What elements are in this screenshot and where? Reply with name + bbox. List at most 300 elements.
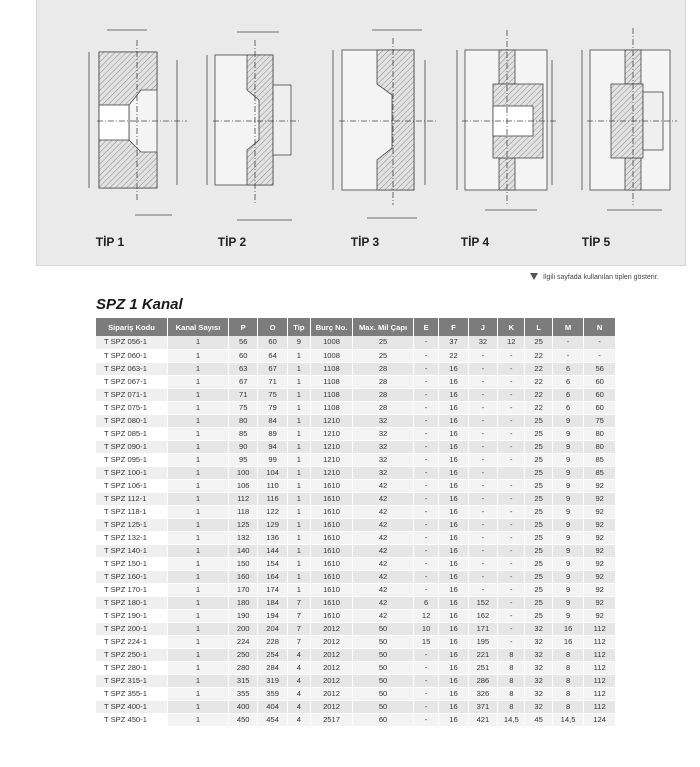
table-cell: 125 — [228, 518, 257, 531]
table-row — [96, 661, 616, 674]
table-cell: 15 — [414, 635, 439, 648]
table-cell: 1 — [287, 401, 310, 414]
table-cell: 450 — [228, 713, 257, 726]
order-code-cell: T SPZ 355-1 — [96, 687, 168, 700]
table-cell: - — [414, 375, 439, 388]
table-cell: 99 — [258, 453, 287, 466]
table-cell: 42 — [353, 583, 414, 596]
table-row — [96, 492, 616, 505]
table-cell: 25 — [525, 570, 552, 583]
table-cell: - — [414, 414, 439, 427]
table-cell: 8 — [552, 648, 584, 661]
table-cell: 4 — [287, 700, 310, 713]
table-cell: 1610 — [310, 531, 352, 544]
usage-note — [530, 273, 690, 281]
table-cell: 174 — [258, 583, 287, 596]
table-cell: 50 — [353, 635, 414, 648]
table-cell: 25 — [525, 336, 552, 349]
table-cell: 32 — [353, 427, 414, 440]
table-cell: - — [498, 557, 525, 570]
table-cell: 16 — [439, 518, 468, 531]
table-cell: 1 — [168, 622, 229, 635]
pulley-section-drawings — [37, 0, 687, 266]
table-cell: 42 — [353, 518, 414, 531]
table-cell: 60 — [584, 375, 616, 388]
table-cell: 1 — [287, 531, 310, 544]
table-cell: 8 — [552, 687, 584, 700]
table-cell: 16 — [439, 609, 468, 622]
table-cell: - — [498, 596, 525, 609]
table-cell: 1 — [168, 674, 229, 687]
table-cell: 154 — [258, 557, 287, 570]
column-header: Max. Mil Çapı — [353, 318, 414, 336]
table-cell: 359 — [258, 687, 287, 700]
table-cell: 16 — [439, 505, 468, 518]
table-cell: 71 — [228, 388, 257, 401]
table-cell: 1610 — [310, 544, 352, 557]
table-cell: 32 — [353, 453, 414, 466]
table-cell: 112 — [584, 687, 616, 700]
table-cell: - — [414, 700, 439, 713]
table-cell: 1 — [287, 466, 310, 479]
table-cell: - — [498, 544, 525, 557]
table-cell: 16 — [439, 713, 468, 726]
table-cell: 112 — [584, 622, 616, 635]
table-cell: 42 — [353, 557, 414, 570]
table-cell: - — [414, 401, 439, 414]
table-cell: 286 — [468, 674, 497, 687]
table-cell: 90 — [228, 440, 257, 453]
table-cell: 1 — [287, 492, 310, 505]
table-cell: 118 — [228, 505, 257, 518]
table-cell: 251 — [468, 661, 497, 674]
table-cell: 9 — [552, 492, 584, 505]
table-cell: - — [498, 479, 525, 492]
table-cell: 16 — [439, 414, 468, 427]
table-cell: 1008 — [310, 349, 352, 362]
table-cell: - — [414, 505, 439, 518]
table-cell: 16 — [439, 570, 468, 583]
table-cell: 1 — [168, 531, 229, 544]
table-cell: 16 — [552, 622, 584, 635]
table-cell: 1 — [287, 427, 310, 440]
table-cell: 194 — [258, 609, 287, 622]
table-cell: 112 — [584, 661, 616, 674]
table-cell: 400 — [228, 700, 257, 713]
table-cell: 42 — [353, 609, 414, 622]
table-cell: 25 — [353, 349, 414, 362]
table-cell: - — [498, 492, 525, 505]
table-cell: 1008 — [310, 336, 352, 349]
table-cell: 1 — [168, 414, 229, 427]
table-cell: - — [468, 570, 497, 583]
table-cell: 16 — [439, 700, 468, 713]
table-cell: 42 — [353, 505, 414, 518]
order-code-cell: T SPZ 085-1 — [96, 427, 168, 440]
table-cell: 63 — [228, 362, 257, 375]
section-title: SPZ 1 Kanal — [96, 296, 183, 313]
table-cell: 9 — [552, 596, 584, 609]
table-cell: 162 — [468, 609, 497, 622]
table-cell: 170 — [228, 583, 257, 596]
table-cell: - — [468, 401, 497, 414]
table-cell: 228 — [258, 635, 287, 648]
type-5-drawing — [582, 28, 677, 210]
table-row — [96, 362, 616, 375]
table-cell: 16 — [439, 544, 468, 557]
table-row — [96, 336, 616, 349]
table-cell: 9 — [552, 414, 584, 427]
order-code-cell: T SPZ 125-1 — [96, 518, 168, 531]
table-cell: - — [552, 349, 584, 362]
table-row — [96, 570, 616, 583]
table-cell: 10 — [414, 622, 439, 635]
table-cell: 1 — [168, 700, 229, 713]
table-cell: 32 — [525, 674, 552, 687]
table-cell: 355 — [228, 687, 257, 700]
table-cell: 1 — [287, 570, 310, 583]
table-cell: 16 — [439, 427, 468, 440]
table-cell: 28 — [353, 388, 414, 401]
table-cell: 404 — [258, 700, 287, 713]
table-cell: 1610 — [310, 557, 352, 570]
table-cell: 16 — [439, 401, 468, 414]
table-cell: 80 — [584, 427, 616, 440]
table-cell: 190 — [228, 609, 257, 622]
table-cell: 2012 — [310, 700, 352, 713]
table-cell: 8 — [552, 674, 584, 687]
table-cell: 1 — [168, 713, 229, 726]
table-cell: 9 — [552, 570, 584, 583]
table-cell: 16 — [439, 440, 468, 453]
table-cell: 25 — [525, 427, 552, 440]
table-cell: - — [468, 362, 497, 375]
order-code-cell: T SPZ 067-1 — [96, 375, 168, 388]
table-cell: 32 — [468, 336, 497, 349]
table-cell: 1 — [287, 557, 310, 570]
table-cell: 4 — [287, 713, 310, 726]
table-cell: 25 — [353, 336, 414, 349]
table-cell: - — [414, 713, 439, 726]
table-cell: 250 — [228, 648, 257, 661]
table-cell: 25 — [525, 544, 552, 557]
table-cell: 1 — [168, 583, 229, 596]
table-cell: 1 — [287, 375, 310, 388]
table-cell: 75 — [584, 414, 616, 427]
table-cell: 42 — [353, 596, 414, 609]
table-cell: - — [498, 440, 525, 453]
table-cell: 195 — [468, 635, 497, 648]
order-code-cell: T SPZ 106-1 — [96, 479, 168, 492]
table-row — [96, 453, 616, 466]
table-cell: - — [414, 687, 439, 700]
table-cell: 124 — [584, 713, 616, 726]
column-header: Sipariş Kodu — [96, 318, 168, 336]
table-row — [96, 479, 616, 492]
table-cell: 42 — [353, 531, 414, 544]
table-row — [96, 557, 616, 570]
table-cell: 1 — [168, 453, 229, 466]
table-cell: - — [584, 336, 616, 349]
table-cell: 45 — [525, 713, 552, 726]
table-cell: 79 — [258, 401, 287, 414]
table-cell: 85 — [228, 427, 257, 440]
table-cell: 32 — [525, 700, 552, 713]
table-cell: 184 — [258, 596, 287, 609]
table-cell: 8 — [552, 700, 584, 713]
table-cell: 1 — [168, 544, 229, 557]
table-cell: 8 — [552, 661, 584, 674]
table-cell: 1210 — [310, 414, 352, 427]
table-cell: 22 — [525, 375, 552, 388]
table-cell: 2012 — [310, 648, 352, 661]
table-cell: 1 — [168, 362, 229, 375]
table-cell: 9 — [552, 609, 584, 622]
table-cell: 16 — [439, 661, 468, 674]
table-cell: - — [584, 349, 616, 362]
table-cell: 200 — [228, 622, 257, 635]
order-code-cell: T SPZ 150-1 — [96, 557, 168, 570]
table-cell: 1 — [287, 505, 310, 518]
type-1-label: TİP 1 — [95, 235, 125, 249]
table-cell: - — [498, 622, 525, 635]
table-row — [96, 635, 616, 648]
table-cell: 32 — [525, 661, 552, 674]
table-cell: 84 — [258, 414, 287, 427]
table-cell: - — [468, 349, 497, 362]
type-2-label: TİP 2 — [217, 235, 247, 249]
column-header: N — [584, 318, 616, 336]
table-cell: - — [498, 375, 525, 388]
table-cell: 1610 — [310, 596, 352, 609]
table-cell: 12 — [414, 609, 439, 622]
table-cell: - — [498, 349, 525, 362]
table-cell: - — [468, 466, 497, 479]
column-header: Burç No. — [310, 318, 352, 336]
order-code-cell: T SPZ 075-1 — [96, 401, 168, 414]
table-cell: - — [414, 453, 439, 466]
table-cell: 25 — [525, 414, 552, 427]
table-cell: 1 — [168, 466, 229, 479]
table-cell: 129 — [258, 518, 287, 531]
table-cell: - — [498, 362, 525, 375]
order-code-cell: T SPZ 250-1 — [96, 648, 168, 661]
usage-note-text: İlgili sayfada kullanılan tipleri gösterir. — [543, 274, 659, 281]
table-cell: 1 — [168, 479, 229, 492]
table-cell: 25 — [525, 583, 552, 596]
order-code-cell: T SPZ 060-1 — [96, 349, 168, 362]
table-cell: 22 — [439, 349, 468, 362]
table-cell: 1 — [168, 570, 229, 583]
table-cell: 16 — [439, 596, 468, 609]
table-cell: 1610 — [310, 505, 352, 518]
table-cell: 1 — [168, 687, 229, 700]
table-row — [96, 349, 616, 362]
table-cell: - — [468, 557, 497, 570]
table-cell: 60 — [353, 713, 414, 726]
table-cell: - — [414, 427, 439, 440]
table-cell: 1210 — [310, 453, 352, 466]
order-code-cell: T SPZ 071-1 — [96, 388, 168, 401]
table-cell: 6 — [552, 375, 584, 388]
table-cell: 2012 — [310, 661, 352, 674]
table-cell: 16 — [439, 583, 468, 596]
table-cell: 32 — [353, 466, 414, 479]
table-cell: 25 — [525, 505, 552, 518]
table-cell: 9 — [287, 336, 310, 349]
table-cell: 221 — [468, 648, 497, 661]
table-cell: 1 — [287, 440, 310, 453]
order-code-cell: T SPZ 112-1 — [96, 492, 168, 505]
table-cell: - — [498, 531, 525, 544]
table-cell: 64 — [258, 349, 287, 362]
table-cell: 8 — [498, 648, 525, 661]
table-cell: 4 — [287, 648, 310, 661]
order-code-cell: T SPZ 140-1 — [96, 544, 168, 557]
table-cell: 1 — [168, 518, 229, 531]
order-code-cell: T SPZ 400-1 — [96, 700, 168, 713]
table-cell: - — [498, 388, 525, 401]
table-cell: 42 — [353, 479, 414, 492]
table-cell: 16 — [439, 622, 468, 635]
table-cell: 16 — [439, 648, 468, 661]
order-code-cell: T SPZ 170-1 — [96, 583, 168, 596]
table-cell: 2012 — [310, 635, 352, 648]
table-cell: 1 — [287, 583, 310, 596]
table-cell: 1 — [287, 479, 310, 492]
table-cell: 92 — [584, 479, 616, 492]
table-cell: - — [498, 453, 525, 466]
table-cell: - — [468, 388, 497, 401]
table-cell: 60 — [584, 401, 616, 414]
table-row — [96, 466, 616, 479]
table-cell: 2012 — [310, 674, 352, 687]
table-cell: - — [414, 557, 439, 570]
table-cell: 16 — [439, 479, 468, 492]
table-cell: 1210 — [310, 427, 352, 440]
table-cell: - — [498, 570, 525, 583]
table-cell: 92 — [584, 492, 616, 505]
column-header: K — [498, 318, 525, 336]
table-cell: 7 — [287, 596, 310, 609]
table-cell: 25 — [525, 479, 552, 492]
table-cell: 1 — [168, 492, 229, 505]
table-cell: 50 — [353, 622, 414, 635]
table-cell: 32 — [525, 687, 552, 700]
table-cell: 7 — [287, 622, 310, 635]
table-cell: - — [552, 336, 584, 349]
table-cell: 60 — [258, 336, 287, 349]
table-cell — [498, 466, 525, 479]
table-row — [96, 583, 616, 596]
table-row — [96, 440, 616, 453]
table-cell: 180 — [228, 596, 257, 609]
column-header: Kanal Sayısı — [168, 318, 229, 336]
type-4-drawing — [457, 30, 557, 210]
column-header: P — [228, 318, 257, 336]
table-cell: 9 — [552, 453, 584, 466]
pulley-type-diagrams-panel — [36, 0, 686, 266]
table-cell: 28 — [353, 362, 414, 375]
table-cell: 9 — [552, 531, 584, 544]
table-cell: 1610 — [310, 479, 352, 492]
table-cell: 319 — [258, 674, 287, 687]
table-cell: 60 — [584, 388, 616, 401]
table-cell: 92 — [584, 557, 616, 570]
table-cell: - — [468, 544, 497, 557]
table-row — [96, 505, 616, 518]
type-4-label: TİP 4 — [460, 235, 490, 249]
table-cell: - — [468, 440, 497, 453]
table-cell: 100 — [228, 466, 257, 479]
table-cell: - — [498, 518, 525, 531]
table-cell: 50 — [353, 700, 414, 713]
table-cell: 85 — [584, 466, 616, 479]
type-3-label: TİP 3 — [350, 235, 380, 249]
table-cell: 1 — [287, 388, 310, 401]
type-5-label: TİP 5 — [581, 235, 611, 249]
table-cell: 67 — [228, 375, 257, 388]
table-row — [96, 414, 616, 427]
table-cell: 144 — [258, 544, 287, 557]
table-cell: 160 — [228, 570, 257, 583]
table-cell: - — [414, 518, 439, 531]
table-cell: 454 — [258, 713, 287, 726]
table-cell: 9 — [552, 583, 584, 596]
table-cell: 116 — [258, 492, 287, 505]
table-cell: 254 — [258, 648, 287, 661]
table-cell: 1 — [287, 414, 310, 427]
table-cell: 25 — [525, 453, 552, 466]
table-row — [96, 531, 616, 544]
table-cell: 50 — [353, 648, 414, 661]
table-cell: 75 — [258, 388, 287, 401]
table-cell: - — [414, 648, 439, 661]
table-cell: - — [468, 414, 497, 427]
table-cell: 16 — [439, 453, 468, 466]
table-cell: 9 — [552, 440, 584, 453]
table-cell: 16 — [439, 492, 468, 505]
table-cell: 1 — [287, 453, 310, 466]
table-cell: 25 — [525, 466, 552, 479]
table-cell: 8 — [498, 661, 525, 674]
table-cell: 1108 — [310, 401, 352, 414]
table-cell: 92 — [584, 570, 616, 583]
table-cell: 9 — [552, 505, 584, 518]
table-cell: - — [414, 466, 439, 479]
table-header-row — [96, 318, 616, 336]
table-cell: 16 — [552, 635, 584, 648]
table-cell: 1 — [168, 609, 229, 622]
table-cell: 80 — [584, 440, 616, 453]
table-cell: 1108 — [310, 388, 352, 401]
table-cell: 16 — [439, 362, 468, 375]
table-cell: 42 — [353, 492, 414, 505]
table-cell: 284 — [258, 661, 287, 674]
order-code-cell: T SPZ 450-1 — [96, 713, 168, 726]
table-cell: 32 — [525, 648, 552, 661]
table-cell: - — [414, 349, 439, 362]
table-cell: 1 — [168, 440, 229, 453]
order-code-cell: T SPZ 180-1 — [96, 596, 168, 609]
table-cell: 56 — [228, 336, 257, 349]
table-cell: 1610 — [310, 570, 352, 583]
type-1-drawing — [89, 30, 187, 215]
table-cell: 75 — [228, 401, 257, 414]
table-cell: 60 — [228, 349, 257, 362]
order-code-cell: T SPZ 132-1 — [96, 531, 168, 544]
table-body — [96, 336, 616, 726]
